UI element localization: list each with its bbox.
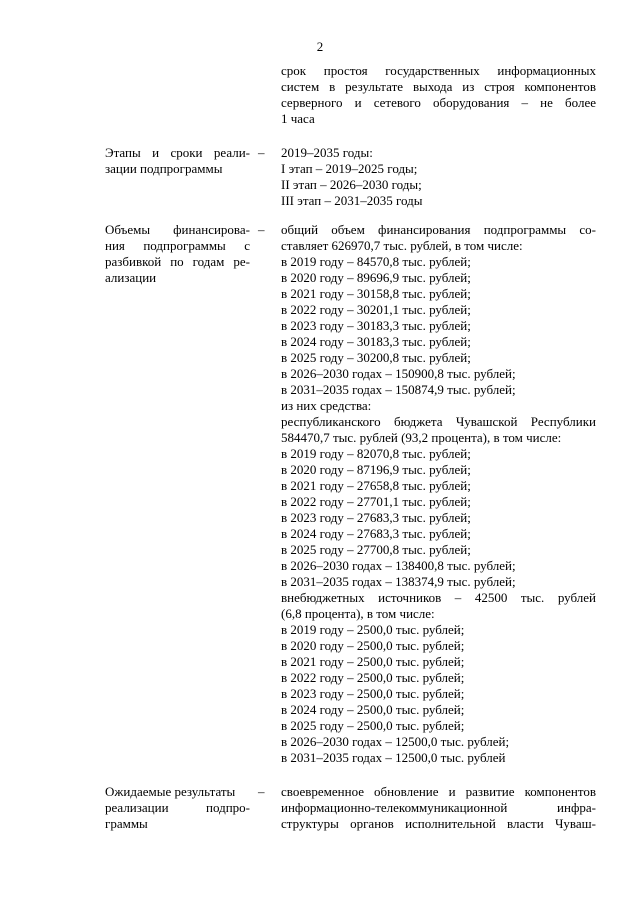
page-number: 2 bbox=[316, 39, 324, 54]
text-line: в 2021 году – 2500,0 тыс. рублей; bbox=[281, 654, 465, 669]
text-line: в 2021 году – 27658,8 тыс. рублей; bbox=[281, 478, 471, 493]
text-line: в 2020 году – 2500,0 тыс. рублей; bbox=[281, 638, 465, 653]
stages-text bbox=[281, 145, 596, 209]
continuation-text bbox=[281, 63, 596, 127]
text-line: ставляет 626970,7 тыс. рублей, в том числе: bbox=[281, 238, 523, 253]
text-line: 584470,7 тыс. рублей (93,2 процента), в том числе: bbox=[281, 430, 562, 445]
text-line: в 2031–2035 годах – 138374,9 тыс. рублей; bbox=[281, 574, 516, 589]
text-line: структуры органов исполнительной власти Чуваш- bbox=[281, 816, 596, 831]
results-text bbox=[281, 784, 596, 832]
label-line: граммы bbox=[105, 816, 148, 831]
text-line: в 2026–2030 годах – 12500,0 тыс. рублей; bbox=[281, 734, 510, 749]
text-line: в 2023 году – 30183,3 тыс. рублей; bbox=[281, 318, 471, 333]
text-line: систем в результате выхода из строя компонентов bbox=[281, 79, 596, 94]
text-line: внебюджетных источников – 42500 тыс. рублей bbox=[281, 590, 596, 605]
label-line: разбивкой по годам ре- bbox=[105, 254, 250, 269]
text-line: в 2023 году – 2500,0 тыс. рублей; bbox=[281, 686, 465, 701]
text-line: в 2019 году – 84570,8 тыс. рублей; bbox=[281, 254, 471, 269]
text-line: информационно-телекоммуникационной инфра- bbox=[281, 800, 596, 815]
results-label bbox=[105, 784, 250, 832]
text-line: в 2025 году – 30200,8 тыс. рублей; bbox=[281, 350, 471, 365]
text-line: в 2020 году – 87196,9 тыс. рублей; bbox=[281, 462, 471, 477]
text-line: в 2021 году – 30158,8 тыс. рублей; bbox=[281, 286, 471, 301]
label-line: ализации bbox=[105, 270, 157, 285]
text-line: 2019–2035 годы: bbox=[281, 145, 373, 160]
text-line: из них средства: bbox=[281, 398, 372, 413]
dash-separator: – bbox=[258, 784, 265, 799]
text-line: I этап – 2019–2025 годы; bbox=[281, 161, 418, 176]
text-line: в 2031–2035 годах – 12500,0 тыс. рублей bbox=[281, 750, 506, 765]
text-line: своевременное обновление и развитие компонентов bbox=[281, 784, 596, 799]
text-line: в 2020 году – 89696,9 тыс. рублей; bbox=[281, 270, 471, 285]
text-line: в 2019 году – 82070,8 тыс. рублей; bbox=[281, 446, 471, 461]
label-line: Этапы и сроки реали- bbox=[105, 145, 250, 160]
dash-separator: – bbox=[258, 145, 265, 160]
text-line: в 2024 году – 2500,0 тыс. рублей; bbox=[281, 702, 465, 717]
text-line: в 2023 году – 27683,3 тыс. рублей; bbox=[281, 510, 471, 525]
label-line: Объемы финансирова- bbox=[105, 222, 250, 237]
text-line: срок простоя государственных информационных bbox=[281, 63, 596, 78]
text-line: 1 часа bbox=[281, 111, 315, 126]
text-line: в 2026–2030 годах – 150900,8 тыс. рублей; bbox=[281, 366, 516, 381]
dash-separator: – bbox=[258, 222, 265, 237]
text-line: в 2031–2035 годах – 150874,9 тыс. рублей; bbox=[281, 382, 516, 397]
text-line: в 2025 году – 27700,8 тыс. рублей; bbox=[281, 542, 471, 557]
text-line: в 2019 году – 2500,0 тыс. рублей; bbox=[281, 622, 465, 637]
text-line: общий объем финансирования подпрограммы со- bbox=[281, 222, 596, 237]
stages-label bbox=[105, 145, 250, 177]
text-line: (6,8 процента), в том числе: bbox=[281, 606, 435, 621]
label-line: реализации подпро- bbox=[105, 800, 250, 815]
text-line: II этап – 2026–2030 годы; bbox=[281, 177, 422, 192]
text-line: республиканского бюджета Чувашской Республики bbox=[281, 414, 596, 429]
text-line: в 2026–2030 годах – 138400,8 тыс. рублей; bbox=[281, 558, 516, 573]
text-line: в 2025 году – 2500,0 тыс. рублей; bbox=[281, 718, 465, 733]
text-line: в 2024 году – 27683,3 тыс. рублей; bbox=[281, 526, 471, 541]
label-line: ния подпрограммы с bbox=[105, 238, 250, 253]
text-line: III этап – 2031–2035 годы bbox=[281, 193, 423, 208]
text-line: в 2022 году – 27701,1 тыс. рублей; bbox=[281, 494, 471, 509]
financing-label bbox=[105, 222, 250, 286]
label-line: Ожидаемые результаты bbox=[105, 784, 236, 799]
financing-text bbox=[281, 222, 596, 766]
label-line: зации подпрограммы bbox=[105, 161, 223, 176]
text-line: в 2022 году – 30201,1 тыс. рублей; bbox=[281, 302, 471, 317]
text-line: серверного и сетевого оборудования – не более bbox=[281, 95, 596, 110]
text-line: в 2022 году – 2500,0 тыс. рублей; bbox=[281, 670, 465, 685]
text-line: в 2024 году – 30183,3 тыс. рублей; bbox=[281, 334, 471, 349]
